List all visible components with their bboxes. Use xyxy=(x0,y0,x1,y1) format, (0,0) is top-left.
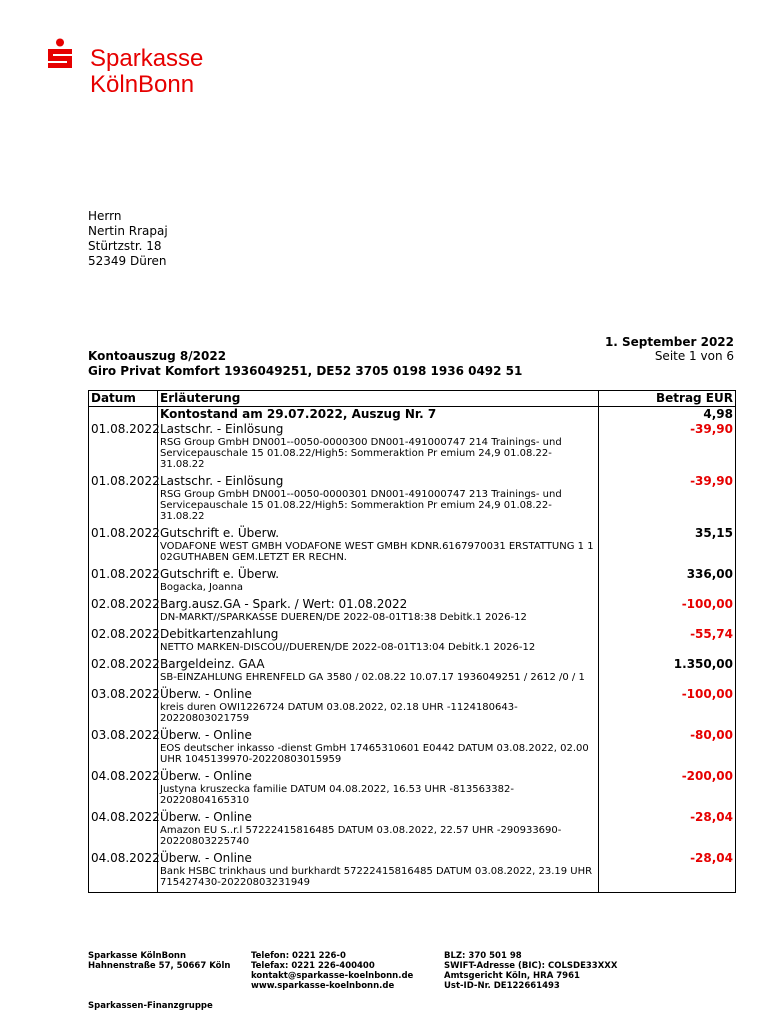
row-detail: NETTO MARKEN-DISCOU//DUEREN/DE 2022-08-01T13:04 Debitk.1 2026-12 xyxy=(160,642,536,653)
row-date: 02.08.2022 xyxy=(89,627,158,657)
footer-legal xyxy=(444,951,617,991)
footer-phone: Telefon: 0221 226-0 xyxy=(251,951,346,961)
row-date: 01.08.2022 xyxy=(89,422,158,474)
row-amount: -55,74 xyxy=(599,627,736,657)
footer-vat: Ust-ID-Nr. DE122661493 xyxy=(444,981,560,991)
footer-court: Amtsgericht Köln, HRA 7961 xyxy=(444,971,580,981)
row-type: Gutschrift e. Überw. xyxy=(160,567,280,581)
row-detail: Amazon EU S..r.l 57222415816485 DATUM 03.08.2022, 22.57 UHR -290933690-20220803225740 xyxy=(160,825,562,847)
recipient-street: Stürtzstr. 18 xyxy=(88,239,162,253)
row-date: 01.08.2022 xyxy=(89,474,158,526)
row-detail: DN-MARKT//SPARKASSE DUEREN/DE 2022-08-01T18:38 Debitk.1 2026-12 xyxy=(160,612,527,623)
footer-bank-info xyxy=(88,951,230,971)
statement-date: 1. September 2022 xyxy=(604,335,734,349)
table-row xyxy=(89,526,736,567)
table-row xyxy=(89,567,736,597)
footer-group: Sparkassen-Finanzgruppe xyxy=(88,1001,213,1011)
footer-blz: BLZ: 370 501 98 xyxy=(444,951,522,961)
table-row xyxy=(89,687,736,728)
statement-title-block xyxy=(88,349,522,379)
row-type: Bargeldeinz. GAA xyxy=(160,657,265,671)
bank-name xyxy=(90,46,203,98)
header-amount: Betrag EUR xyxy=(599,391,736,407)
table-row xyxy=(89,728,736,769)
row-amount: -200,00 xyxy=(599,769,736,810)
row-amount: -39,90 xyxy=(599,474,736,526)
row-amount: -100,00 xyxy=(599,597,736,627)
row-detail: RSG Group GmbH DN001--0050-0000301 DN001-491000747 213 Trainings- und Servicepauschale 15 01.08.22/High5: Sommeraktion Pr emium 24,9 01.08.22-31.08.22 xyxy=(160,489,562,522)
table-row xyxy=(89,810,736,851)
row-type: Überw. - Online xyxy=(160,810,252,824)
recipient-name: Nertin Rrapaj xyxy=(88,224,168,238)
row-amount: -80,00 xyxy=(599,728,736,769)
row-type: Überw. - Online xyxy=(160,687,252,701)
recipient-address xyxy=(88,209,168,269)
recipient-salutation: Herrn xyxy=(88,209,122,223)
row-date: 03.08.2022 xyxy=(89,687,158,728)
row-amount: 1.350,00 xyxy=(599,657,736,687)
row-date: 04.08.2022 xyxy=(89,851,158,893)
balance-row xyxy=(89,407,736,423)
balance-label: Kontostand am 29.07.2022, Auszug Nr. 7 xyxy=(160,407,437,421)
row-detail: Justyna kruszecka familie DATUM 04.08.2022, 16.53 UHR -813563382-20220804165310 xyxy=(160,784,514,806)
footer-bank-name: Sparkasse KölnBonn xyxy=(88,951,187,961)
table-row xyxy=(89,769,736,810)
row-date: 02.08.2022 xyxy=(89,597,158,627)
header-description: Erläuterung xyxy=(158,391,599,407)
row-detail: EOS deutscher inkasso -dienst GmbH 17465310601 E0442 DATUM 03.08.2022, 02.00 UHR 1045139970-20220803015959 xyxy=(160,743,589,765)
recipient-city: 52349 Düren xyxy=(88,254,167,268)
row-detail: SB-EINZAHLUNG EHRENFELD GA 3580 / 02.08.22 10.07.17 1936049251 / 2612 /0 / 1 xyxy=(160,672,585,683)
footer-web: www.sparkasse-koelnbonn.de xyxy=(251,981,395,991)
row-date: 01.08.2022 xyxy=(89,526,158,567)
footer-bank-address: Hahnenstraße 57, 50667 Köln xyxy=(88,961,231,971)
table-row xyxy=(89,474,736,526)
row-type: Gutschrift e. Überw. xyxy=(160,526,280,540)
footer-fax: Telefax: 0221 226-400400 xyxy=(251,961,375,971)
row-type: Überw. - Online xyxy=(160,769,252,783)
row-detail: Bogacka, Joanna xyxy=(160,582,244,593)
row-date: 04.08.2022 xyxy=(89,810,158,851)
bank-name-line1: Sparkasse xyxy=(90,45,204,72)
table-row xyxy=(89,597,736,627)
balance-amount: 4,98 xyxy=(599,407,736,423)
row-detail: kreis duren OWI1226724 DATUM 03.08.2022, 02.18 UHR -1124180643-20220803021759 xyxy=(160,702,518,724)
row-date: 04.08.2022 xyxy=(89,769,158,810)
row-detail: VODAFONE WEST GMBH VODAFONE WEST GMBH KDNR.6167970031 ERSTATTUNG 1 1 02GUTHABEN GEM.LETZT ER RECHN. xyxy=(160,541,594,563)
sparkasse-logo-icon xyxy=(42,38,78,74)
row-type: Überw. - Online xyxy=(160,728,252,742)
account-info: Giro Privat Komfort 1936049251, DE52 3705 0198 1936 0492 51 xyxy=(88,364,523,378)
bank-name-line2: KölnBonn xyxy=(90,71,195,98)
table-row xyxy=(89,627,736,657)
statement-title: Kontoauszug 8/2022 xyxy=(88,349,227,363)
row-date: 03.08.2022 xyxy=(89,728,158,769)
row-type: Lastschr. - Einlösung xyxy=(160,474,284,488)
row-date: 01.08.2022 xyxy=(89,567,158,597)
table-row xyxy=(89,657,736,687)
row-amount: -28,04 xyxy=(599,810,736,851)
header-date: Datum xyxy=(89,391,158,407)
row-amount: -28,04 xyxy=(599,851,736,893)
footer-email: kontakt@sparkasse-koelnbonn.de xyxy=(251,971,414,981)
statement-date-block xyxy=(605,335,734,363)
row-date: 02.08.2022 xyxy=(89,657,158,687)
table-row xyxy=(89,851,736,893)
table-row xyxy=(89,422,736,474)
row-type: Debitkartenzahlung xyxy=(160,627,279,641)
row-type: Lastschr. - Einlösung xyxy=(160,422,284,436)
footer-swift: SWIFT-Adresse (BIC): COLSDE33XXX xyxy=(444,961,618,971)
row-detail: RSG Group GmbH DN001--0050-0000300 DN001-491000747 214 Trainings- und Servicepauschale 15 01.08.22/High5: Sommeraktion Pr emium 24,9 01.08.22-31.08.22 xyxy=(160,437,562,470)
row-type: Barg.ausz.GA - Spark. / Wert: 01.08.2022 xyxy=(160,597,408,611)
row-amount: -100,00 xyxy=(599,687,736,728)
transactions-table xyxy=(88,390,736,893)
page-indicator: Seite 1 von 6 xyxy=(654,349,734,363)
row-amount: -39,90 xyxy=(599,422,736,474)
row-detail: Bank HSBC trinkhaus und burkhardt 57222415816485 DATUM 03.08.2022, 23.19 UHR 715427430-20220803231949 xyxy=(160,866,593,888)
table-header-row xyxy=(89,391,736,407)
row-type: Überw. - Online xyxy=(160,851,252,865)
row-amount: 35,15 xyxy=(599,526,736,567)
row-amount: 336,00 xyxy=(599,567,736,597)
footer-contact xyxy=(251,951,413,991)
